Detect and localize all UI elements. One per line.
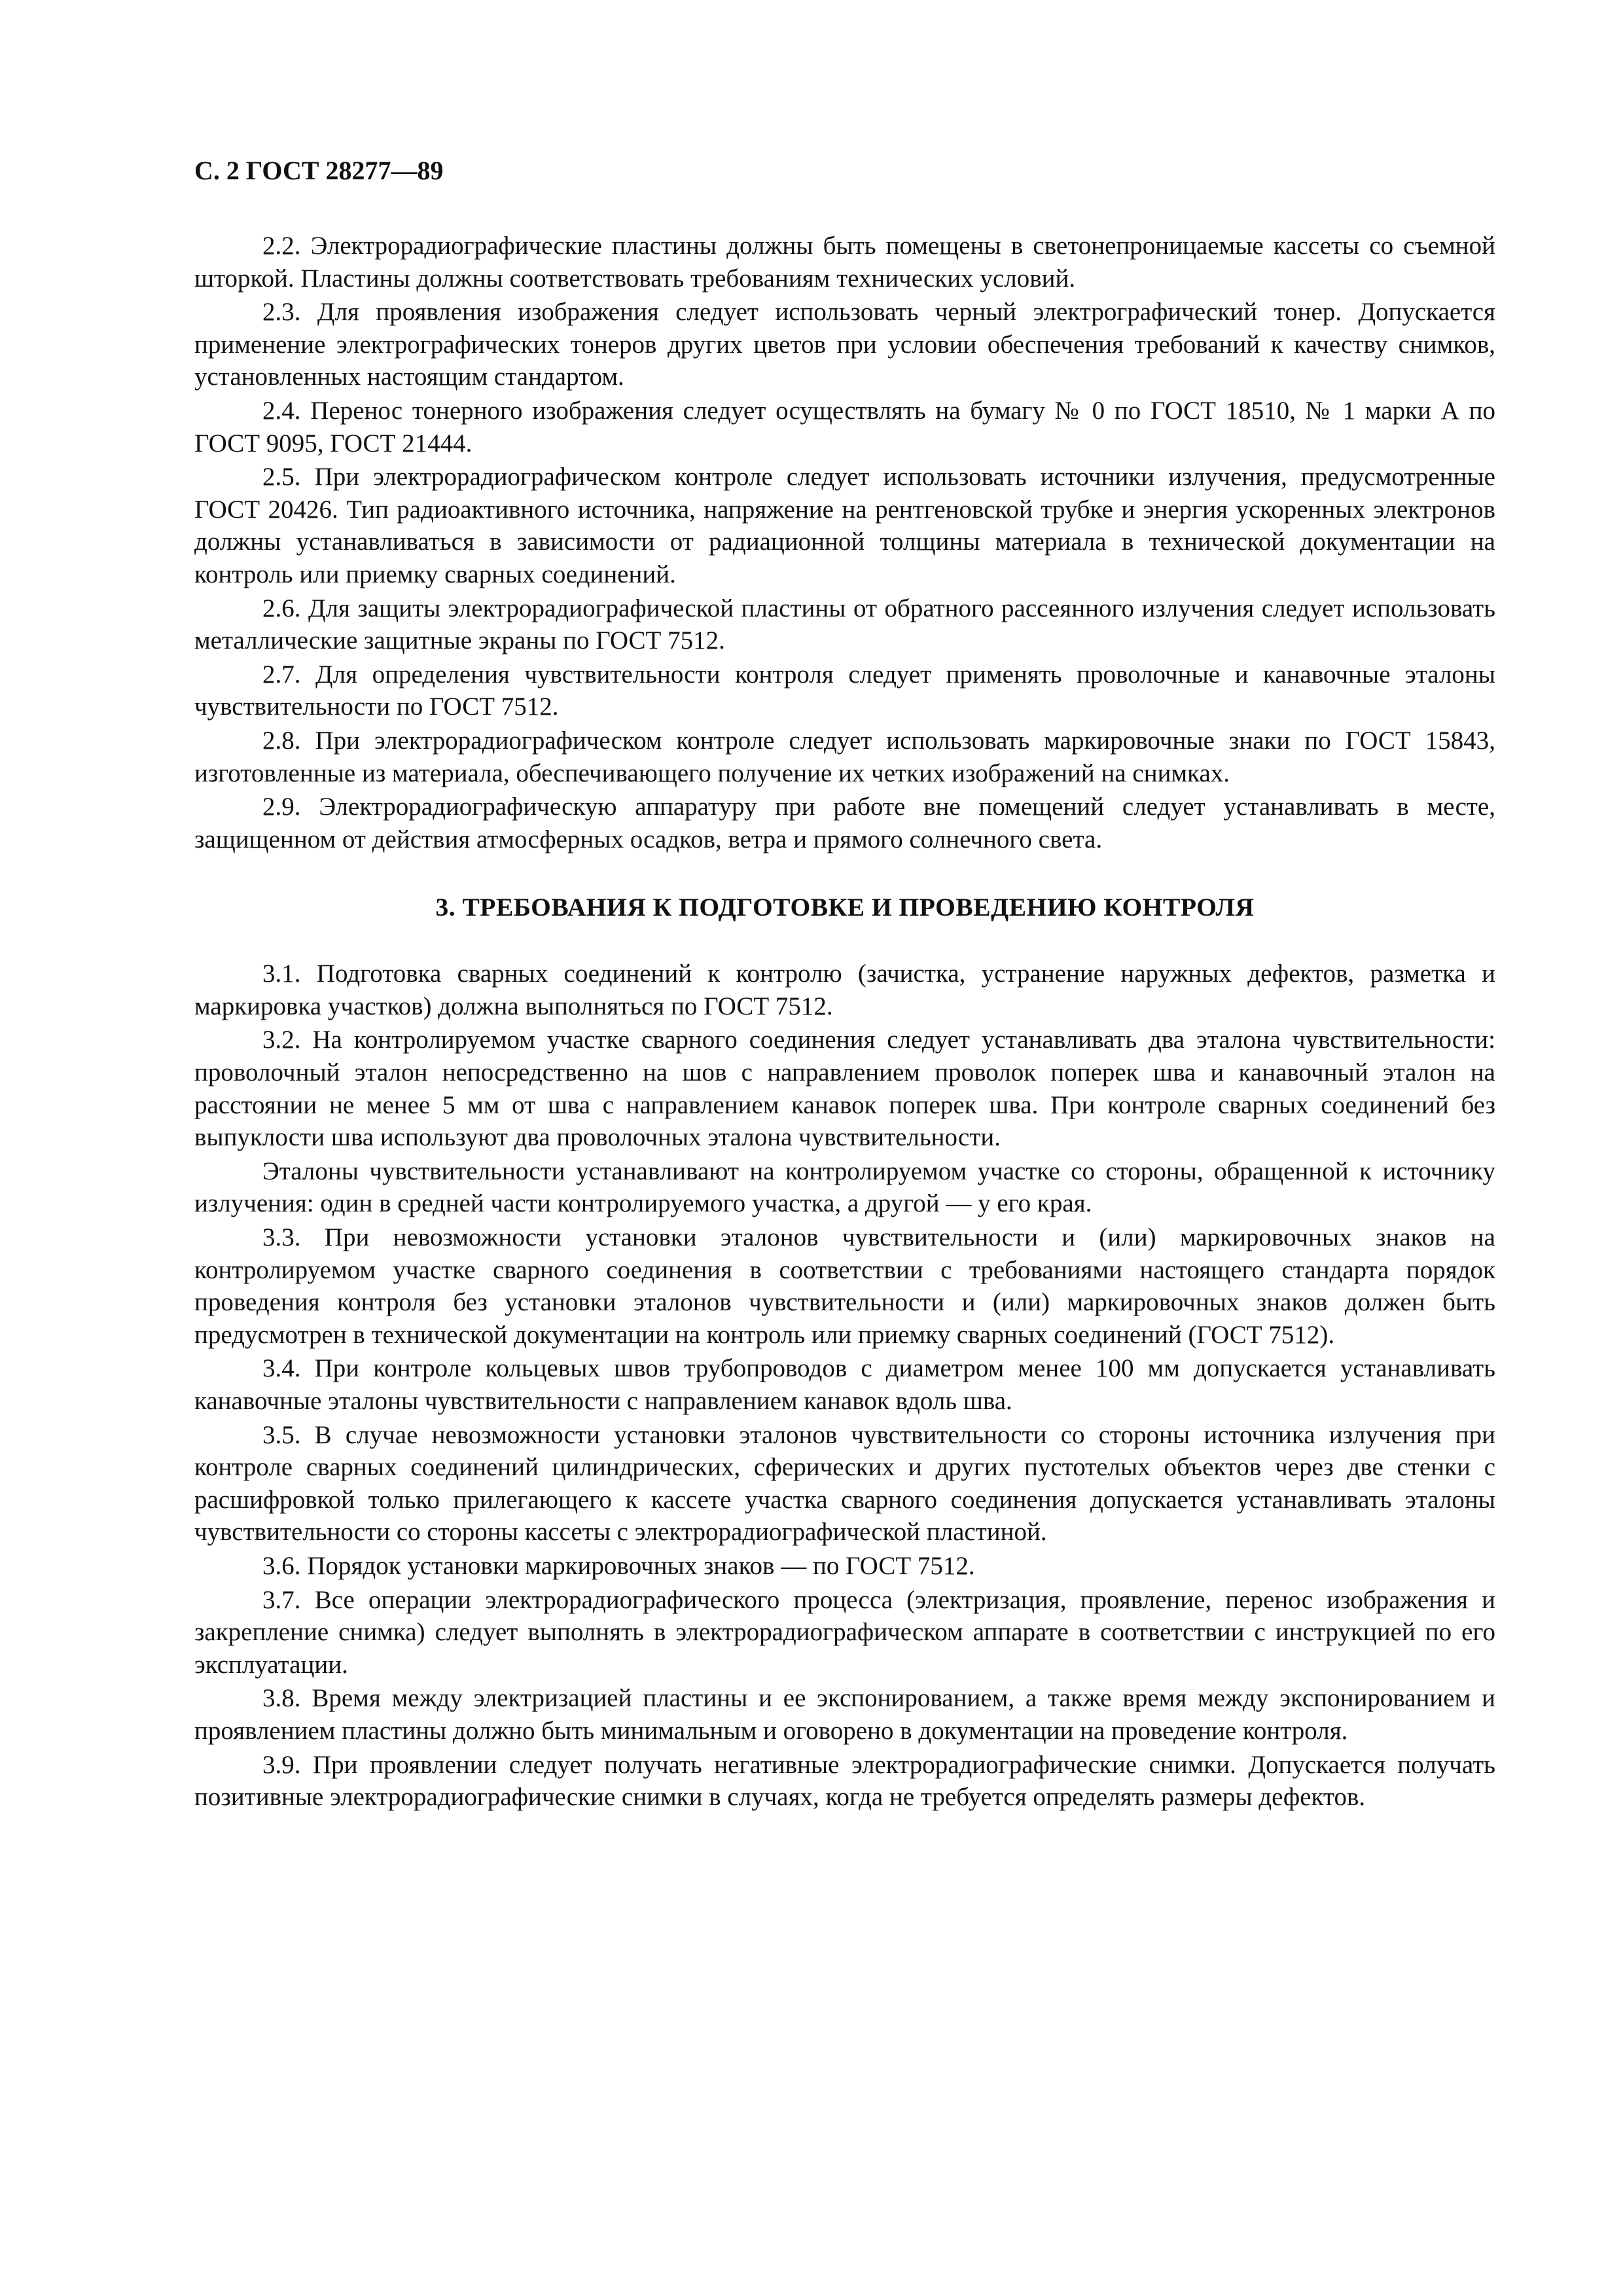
paragraph-2-8: 2.8. При электрорадиографическом контроле следует использовать маркировочные знаки по ГОСТ 15843, изготовленные из материала, обеспечивающего получение их четких изображений на снимках. (194, 726, 1495, 787)
paragraph-3-3: 3.3. При невозможности установки эталонов чувствительности и (или) маркировочных знаков на контролируемом участке сварного соединения в соответствии с требованиями настоящего стандарта порядок проведения контроля без установки эталонов чувствительности и (или) маркировочных знаков должен быть предусмотрен в технической документации на контроль или приемку сварных соединений (ГОСТ 7512). (194, 1223, 1495, 1349)
paragraph-3-5: 3.5. В случае невозможности установки эталонов чувствительности со стороны источника излучения при контроле сварных соединений цилиндрических, сферических и других пустотелых объектов через две стенки с расшифровкой только прилегающего к кассете участка сварного соединения допускается устанавливать эталоны чувствительности со стороны кассеты с электрорадиографической пластиной. (194, 1420, 1495, 1547)
paragraph-3-8: 3.8. Время между электризацией пластины и ее экспонированием, а также время между экспонированием и проявлением пластины должно быть минимальным и оговорено в документации на проведение контроля. (194, 1684, 1495, 1745)
paragraph-2-4: 2.4. Перенос тонерного изображения следует осуществлять на бумагу № 0 по ГОСТ 18510, № 1 марки А по ГОСТ 9095, ГОСТ 21444. (194, 396, 1495, 457)
section-3-title: 3. ТРЕБОВАНИЯ К ПОДГОТОВКЕ И ПРОВЕДЕНИЮ КОНТРОЛЯ (435, 893, 1255, 922)
paragraph-2-3: 2.3. Для проявления изображения следует использовать черный электрографический тонер. Допускается применение электрографических тонеров других цветов при условии обеспечения требований к качеству снимков, установленных настоящим стандартом. (194, 298, 1495, 391)
paragraph-3-1: 3.1. Подготовка сварных соединений к контролю (зачистка, устранение наружных дефектов, разметка и маркировка участков) должна выполняться по ГОСТ 7512. (194, 960, 1495, 1020)
paragraph-3-2-etalons: Эталоны чувствительности устанавливают на контролируемом участке со стороны, обращенной к источнику излучения: один в средней части контролируемого участка, а другой — у его края. (194, 1157, 1495, 1218)
page-header: С. 2 ГОСТ 28277—89 (194, 156, 444, 185)
paragraph-2-5: 2.5. При электрорадиографическом контроле следует использовать источники излучения, предусмотренные ГОСТ 20426. Тип радиоактивного источника, напряжение на рентгеновской трубке и энергия ускоренных электронов должны устанавливаться в зависимости от радиационной толщины материала в технической документации на контроль или приемку сварных соединений. (194, 463, 1495, 588)
paragraph-2-6: 2.6. Для защиты электрорадиографической пластины от обратного рассеянного излучения следует использовать металлические защитные экраны по ГОСТ 7512. (194, 594, 1495, 655)
paragraph-2-9: 2.9. Электрорадиографическую аппаратуру при работе вне помещений следует устанавливать в месте, защищенном от действия атмосферных осадков, ветра и прямого солнечного света. (194, 793, 1495, 853)
paragraph-3-2: 3.2. На контролируемом участке сварного соединения следует устанавливать два эталона чувствительности: проволочный эталон непосредственно на шов с направлением проволок поперек шва и канавочный эталон на расстоянии не менее 5 мм от шва с направлением канавок поперек шва. При контроле сварных соединений без выпуклости шва используют два проволочных эталона чувствительности. (194, 1026, 1495, 1152)
paragraph-3-6: 3.6. Порядок установки маркировочных знаков — по ГОСТ 7512. (262, 1551, 975, 1580)
paragraph-3-4: 3.4. При контроле кольцевых швов трубопроводов с диаметром менее 100 мм допускается устанавливать канавочные эталоны чувствительности с направлением канавок вдоль шва. (194, 1354, 1495, 1415)
paragraph-3-9: 3.9. При проявлении следует получать негативные электрорадиографические снимки. Допускается получать позитивные электрорадиографические снимки в случаях, когда не требуется определять размеры дефектов. (194, 1750, 1495, 1812)
paragraph-2-2: 2.2. Электрорадиографические пластины должны быть помещены в светонепроницаемые кассеты со съемной шторкой. Пластины должны соответствовать требованиям технических условий. (194, 232, 1495, 293)
document-body (194, 230, 1495, 1815)
paragraph-3-7: 3.7. Все операции электрорадиографического процесса (электризация, проявление, перенос изображения и закрепление снимка) следует выполнять в электрорадиографическом аппарате в соответствии с инструкцией по его эксплуатации. (194, 1585, 1495, 1679)
paragraph-2-7: 2.7. Для определения чувствительности контроля следует применять проволочные и канавочные эталоны чувствительности по ГОСТ 7512. (194, 660, 1495, 721)
